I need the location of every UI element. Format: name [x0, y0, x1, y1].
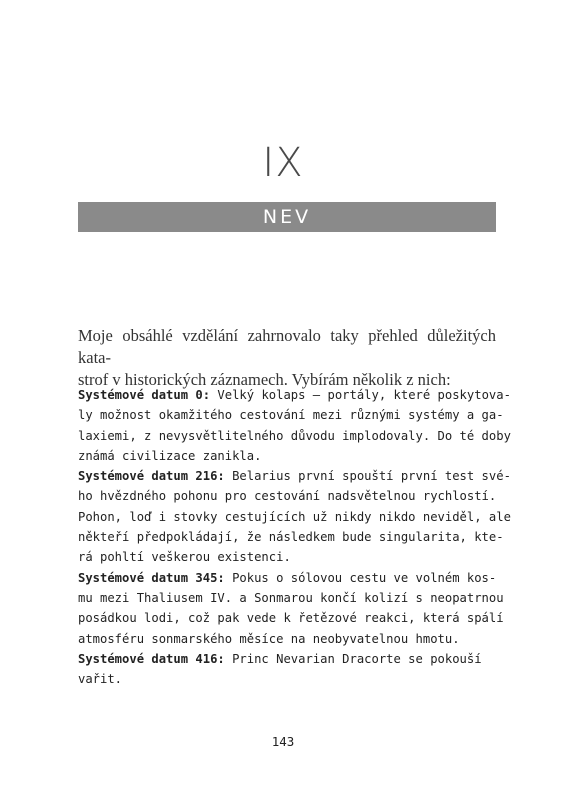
log-line	[78, 588, 504, 608]
log-entry-text: ly možnost okamžitého cestování mezi různými systémy a ga-	[78, 408, 504, 423]
log-entry-text: Pokus o sólovou cestu ve volném kos-	[224, 570, 497, 585]
log-line	[78, 466, 511, 486]
log-entry-label: Systémové datum 216:	[78, 469, 225, 484]
log-line	[78, 426, 511, 446]
log-line	[78, 527, 504, 547]
log-entry-text: posádkou lodi, což pak vede k řetězové reakci, která spálí	[78, 611, 504, 626]
log-line	[78, 568, 496, 588]
log-line	[78, 486, 496, 506]
log-line	[78, 629, 496, 649]
log-entry-label: Systémové datum 416:	[78, 651, 225, 666]
log-entry-text: Belarius první spouští první test své-	[224, 469, 511, 484]
log-line	[78, 385, 511, 405]
log-entry-text: známá civilizace zanikla.	[78, 448, 262, 463]
log-line	[78, 446, 496, 466]
page-number: 143	[271, 734, 295, 749]
system-date-log	[78, 385, 511, 689]
log-entry-text: mu mezi Thaliusem IV. a Sonmarou končí kolizí s neopatrnou	[78, 590, 504, 605]
log-entry-text: Velký kolaps – portály, které poskytova-	[210, 388, 511, 402]
log-entry-text: rá pohltí veškerou existenci.	[78, 550, 291, 565]
log-entry-text: vařit.	[78, 672, 123, 687]
log-entry-text: atmosféru sonmarského měsíce na neobyvatelnou hmotu.	[78, 631, 460, 646]
log-line	[78, 649, 496, 669]
log-line	[78, 608, 504, 628]
log-entry-label: Systémové datum 0:	[78, 388, 211, 402]
log-line	[78, 669, 496, 689]
log-entry-label: Systémové datum 345:	[78, 570, 225, 585]
log-line	[78, 405, 504, 425]
intro-line: Moje obsáhlé vzdělání zahrnovalo taky přehled důležitých kata-	[78, 326, 496, 367]
chapter-title: NEV	[262, 206, 312, 228]
chapter-number: IX	[262, 140, 304, 186]
log-entry-text: ho hvězdného pohonu pro cestování nadsvětelnou rychlostí.	[78, 489, 497, 504]
log-entry-text: Pohon, loď i stovky cestujících už nikdy nikdo neviděl, ale	[78, 509, 511, 524]
chapter-title-banner	[78, 202, 496, 232]
intro-paragraph	[78, 325, 496, 391]
log-line	[78, 507, 511, 527]
log-entry-text: Princ Nevarian Dracorte se pokouší	[224, 651, 482, 666]
log-line	[78, 547, 496, 567]
log-entry-text: laxiemi, z nevysvětlitelného důvodu implodovaly. Do té doby	[78, 428, 511, 443]
intro-line: strof v historických záznamech. Vybírám několik z nich:	[78, 370, 451, 389]
log-entry-text: někteří předpokládají, že následkem bude singularita, kte-	[78, 530, 504, 545]
